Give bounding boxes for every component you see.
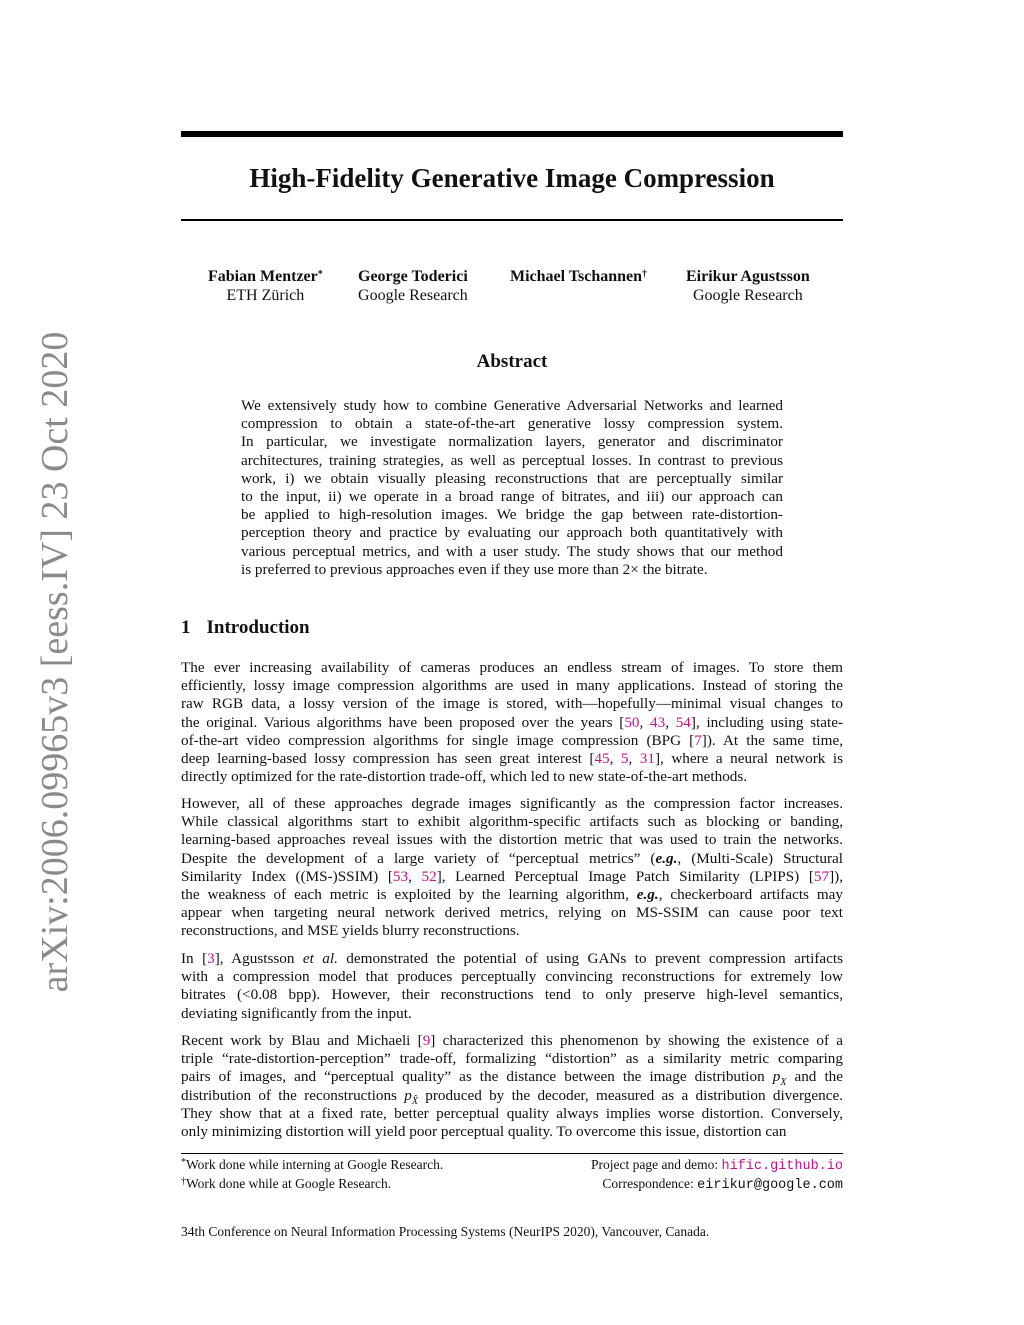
- conference-footer: 34th Conference on Neural Information Processing Systems (NeurIPS 2020), Vancouver, Canada.: [181, 1224, 710, 1239]
- abstract-heading: Abstract: [476, 351, 548, 372]
- footnote-rule: [181, 1153, 843, 1154]
- citation-link[interactable]: 3: [207, 950, 215, 967]
- citation-link[interactable]: 31: [639, 749, 655, 767]
- correspondence-email[interactable]: eirikur@google.com: [697, 1178, 843, 1193]
- author-3: Michael Tschannen†: [510, 268, 648, 285]
- arxiv-stamp: arXiv:2006.09965v3 [eess.IV] 23 Oct 2020: [34, 331, 76, 993]
- project-link[interactable]: hific.github.io: [721, 1159, 843, 1174]
- citation-link[interactable]: 5: [620, 749, 629, 767]
- author-2: George Toderici Google Research: [358, 268, 468, 304]
- citation-link[interactable]: 53: [392, 867, 409, 885]
- abstract-body: We extensively study how to combine Generative Adversarial Networks and learned compression to obtain a state-of-the-art generative lossy compression system. In particular, we investigate normalization layers, generator and discriminator architectures, training strategies, as well as perceptual losses. In contrast to previous work, i) we obtain visually pleasing reconstructions that are perceptually similar to the input, ii) we operate in a broad range of bitrates, and iii) our approach can be applied to high-resolution images. We bridge the gap between rate-distortion- perception theory and practice by evaluating our approach both quantitatively with various perceptual metrics, and with a user study. The study shows that our method is preferred to previous approaches even if they use more than 2× the bitrate.: [241, 397, 783, 578]
- citation-link[interactable]: 7: [694, 731, 702, 749]
- citation-link[interactable]: 45: [594, 749, 610, 767]
- section-heading-introduction: 1 Introduction: [181, 617, 310, 638]
- citation-link[interactable]: 52: [421, 867, 437, 885]
- intro-paragraph-2: However, all of these approaches degrade images significantly as the compression factor increases. While classical algorithms start to exhibit algorithm-specific artifacts such as blocking or banding, learning-based approaches reveal issues with the distortion metric that was used to train the networks. Despite the development of a large variety of “perceptual metrics” (e.g., (Multi-Scale) Structural Similarity Index ((MS-)SSIM) [53, 52], Learned Perceptual Image Patch Similarity (LPIPS) [57]), the weakness of each metric is exploited by the learning algorithm, e.g., checkerboard artifacts may appear when targeting neural network derived metrics, relying on MS-SSIM can cause poor text reconstructions, and MSE yields blurry reconstructions.: [181, 795, 844, 940]
- title-rule: [181, 219, 843, 221]
- citation-link[interactable]: 54: [675, 713, 691, 731]
- top-rule: [181, 131, 843, 137]
- project-page: Project page and demo: hific.github.io: [591, 1157, 843, 1174]
- author-4: Eirikur Agustsson Google Research: [686, 268, 810, 304]
- footnote-2: †Work done while at Google Research.: [181, 1176, 392, 1191]
- correspondence: Correspondence: eirikur@google.com: [602, 1176, 843, 1193]
- intro-paragraph-3: In [3], Agustsson et al. demonstrated the potential of using GANs to prevent compression artifacts with a compression model that produces perceptually convincing reconstructions for extremely low bitrates (<0.08 bpp). However, their reconstructions tend to only preserve high-level semantics, deviating significantly from the input.: [181, 950, 844, 1022]
- intro-paragraph-4: Recent work by Blau and Michaeli [9] characterized this phenomenon by showing the existence of a triple “rate-distortion-perception” trade-off, formalizing “distortion” as a similarity metric comparing pairs of images, and “perceptual quality” as the distance between the image distribution $p_X$ and the distribution of the reconstructions $p_{X̂}$ produced by the decoder, measured as a distribution divergence. They show that at a fixed rate, better perceptual quality always implies worse distortion. Conversely, only minimizing distortion will yield poor perceptual quality. To overcome this issue, distortion can: [181, 1032, 844, 1140]
- citation-link[interactable]: 43: [650, 713, 666, 731]
- citation-link[interactable]: 9: [422, 1032, 431, 1049]
- citation-link[interactable]: 57: [813, 867, 830, 885]
- citation-link[interactable]: 50: [624, 713, 640, 731]
- footnote-1: *Work done while interning at Google Research.: [181, 1157, 444, 1172]
- paper-title: High-Fidelity Generative Image Compression: [249, 163, 775, 193]
- intro-paragraph-1: The ever increasing availability of cameras produces an endless stream of images. To store them efficiently, lossy image compression algorithms are used in many applications. Instead of storing the raw RGB data, a lossy version of the image is stored, with—hopefully—minimal visual changes to the original. Various algorithms have been proposed over the years [50, 43, 54], including using state- of-the-art video compression algorithms for single image compression (BPG [7]). At the same time, deep learning-based lossy compression has seen great interest [45, 5, 31], where a neural network is directly optimized for the rate-distortion trade-off, which led to new state-of-the-art methods.: [181, 659, 844, 786]
- author-1: Fabian Mentzer* ETH Zürich: [208, 268, 323, 304]
